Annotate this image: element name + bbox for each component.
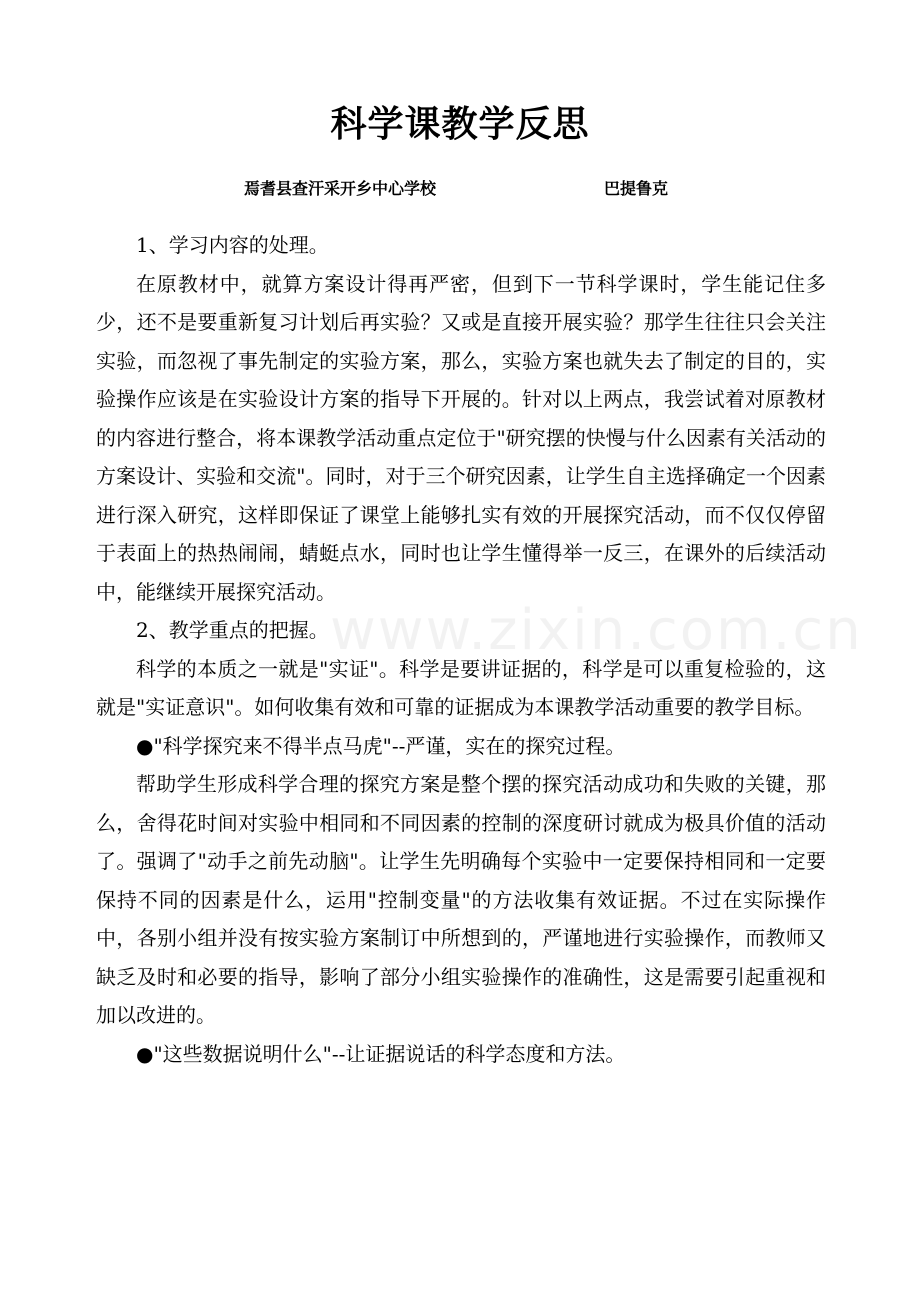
paragraph: 在原教材中，就算方案设计得再严密，但到下一节科学课时，学生能记住多少，还不是要重新复习计划后再实验？又或是直接开展实验？那学生往往只会关注实验，而忽视了事先制定的实验方案，那么，实验方案也就失去了制定的目的，实验操作应该是在实验设计方案的指导下开展的。针对以上两点，我尝试着对原教材的内容进行整合，将本课教学活动重点定位于"研究摆的快慢与什么因素有关活动的方案设计、实验和交流"。同时，对于三个研究因素，让学生自主选择确定一个因素进行深入研究，这样即保证了课堂上能够扎实有效的开展探究活动，而不仅仅停留于表面上的热热闹闹，蜻蜓点水，同时也让学生懂得举一反三，在课外的后续活动中，能继续开展探究活动。 bbox=[96, 271, 826, 604]
paragraph: 科学的本质之一就是"实证"。科学是要讲证据的，科学是可以重复检验的，这就是"实证意识"。如何收集有效和可靠的证据成为本课教学活动重要的教学目标。 bbox=[96, 656, 826, 719]
section-heading-2: 2、教学重点的把握。 bbox=[136, 618, 329, 642]
school-name: 焉耆县查汗采开乡中心学校 bbox=[244, 179, 437, 198]
watermark: www.zixin.com.cn bbox=[330, 598, 863, 663]
paragraph: 帮助学生形成科学合理的探究方案是整个摆的探究活动成功和失败的关键，那么，舍得花时间对实验中相同和不同因素的控制的深度研讨就成为极具价值的活动了。强调了"动手之前先动脑"。让学生先明确每个实验中一定要保持相同和一定要保持不同的因素是什么，运用"控制变量"的方法收集有效证据。不过在实际操作中，各别小组并没有按实验方案制订中所想到的，严谨地进行实验操作，而教师又缺乏及时和必要的指导，影响了部分小组实验操作的准确性，这是需要引起重视和加以改进的。 bbox=[96, 772, 826, 1027]
document-body bbox=[96, 226, 863, 1073]
document-title: 科学课教学反思 bbox=[330, 104, 590, 145]
bullet-heading: ●"科学探究来不得半点马虎"--严谨，实在的探究过程。 bbox=[136, 733, 626, 758]
section-heading-1: 1、学习内容的处理。 bbox=[136, 233, 329, 257]
bullet-heading: ●"这些数据说明什么"--让证据说话的科学态度和方法。 bbox=[136, 1041, 626, 1066]
byline bbox=[0, 176, 920, 200]
author-name: 巴提鲁克 bbox=[604, 179, 669, 198]
